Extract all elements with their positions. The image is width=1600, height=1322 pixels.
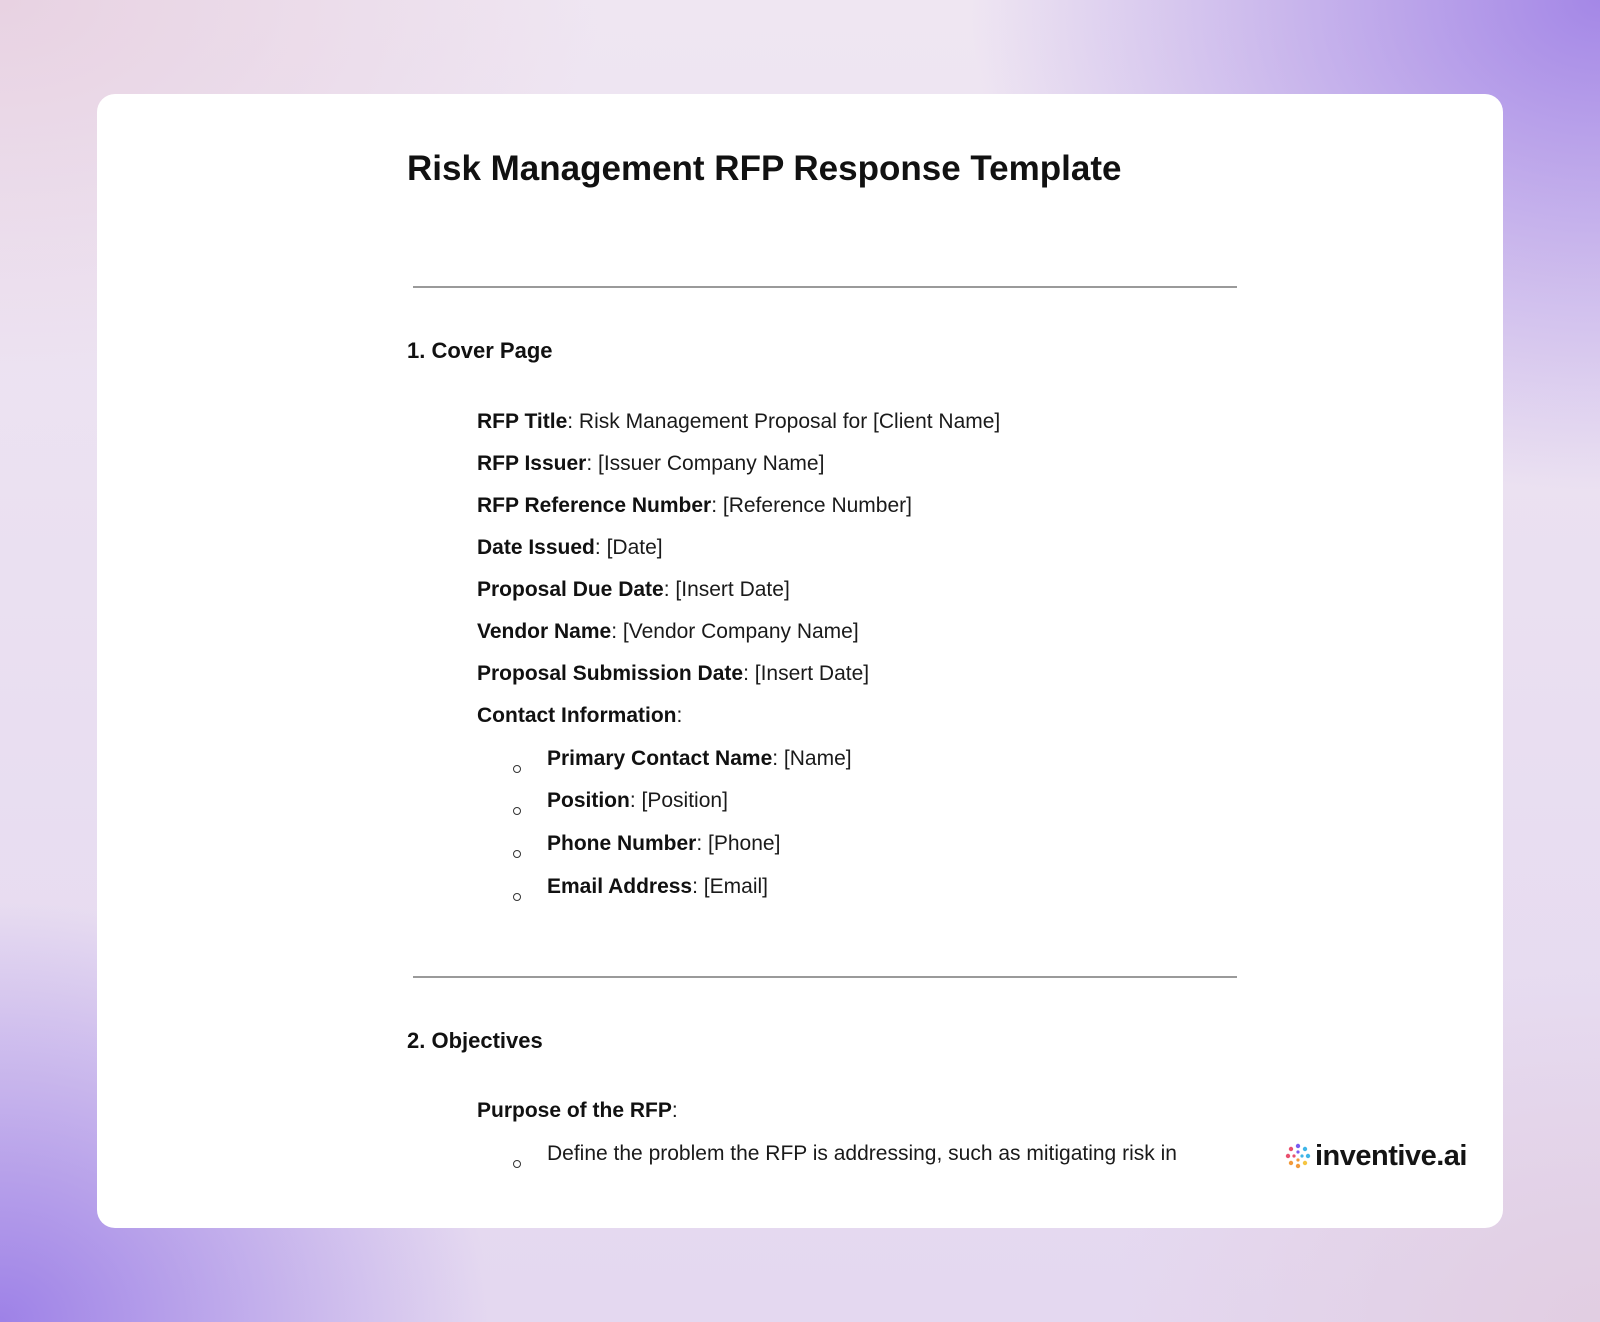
field-proposal-due-date: Proposal Due Date: [Insert Date] <box>477 578 790 601</box>
contact-item-phone-number: Phone Number: [Phone] <box>547 832 781 855</box>
field-vendor-name: Vendor Name: [Vendor Company Name] <box>477 620 859 643</box>
document-title: Risk Management RFP Response Template <box>407 149 1122 188</box>
hollow-bullet-icon <box>513 765 521 773</box>
document-card <box>97 94 1503 1228</box>
objective-bullet-text: Define the problem the RFP is addressing, such as mitigating risk in <box>547 1142 1177 1165</box>
hollow-bullet-icon <box>513 850 521 858</box>
field-proposal-submission-date: Proposal Submission Date: [Insert Date] <box>477 662 870 685</box>
sparkle-dots-icon <box>1285 1143 1311 1169</box>
contact-item-position: Position: [Position] <box>547 789 728 812</box>
horizontal-divider <box>413 286 1237 288</box>
field-rfp-title: RFP Title: Risk Management Proposal for [Client Name] <box>477 410 1001 433</box>
inventive-ai-logo <box>1285 1138 1467 1174</box>
contact-item-primary-name: Primary Contact Name: [Name] <box>547 747 852 770</box>
field-date-issued: Date Issued: [Date] <box>477 536 663 559</box>
contact-item-email-address: Email Address: [Email] <box>547 875 768 898</box>
section-heading-cover-page: 1. Cover Page <box>407 338 553 363</box>
horizontal-divider <box>413 976 1237 978</box>
hollow-bullet-icon <box>513 893 521 901</box>
brand-name: inventive.ai <box>1315 1139 1467 1172</box>
hollow-bullet-icon <box>513 1160 521 1168</box>
hollow-bullet-icon <box>513 807 521 815</box>
field-purpose-of-rfp: Purpose of the RFP: <box>477 1099 678 1122</box>
field-contact-information: Contact Information: <box>477 704 683 727</box>
field-rfp-reference-number: RFP Reference Number: [Reference Number] <box>477 494 912 517</box>
section-heading-objectives: 2. Objectives <box>407 1028 543 1053</box>
field-rfp-issuer: RFP Issuer: [Issuer Company Name] <box>477 452 825 475</box>
